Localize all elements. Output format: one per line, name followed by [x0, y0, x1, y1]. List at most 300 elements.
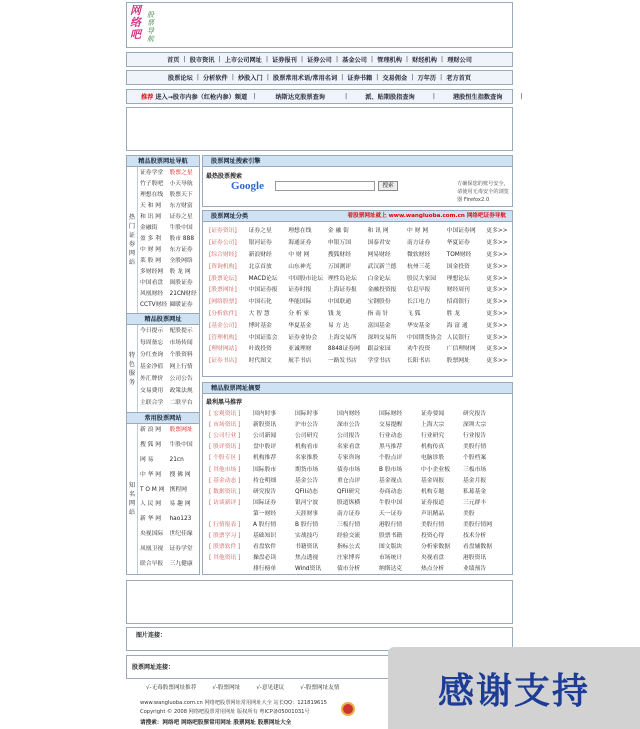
hot-link[interactable]: 股票书籍 — [379, 533, 403, 540]
sidebar-link[interactable]: 人 民 网 — [140, 501, 162, 508]
category-link[interactable]: 易 方 达 — [327, 322, 349, 329]
hot-link[interactable]: 央视看盘 — [421, 555, 445, 562]
sidebar-link[interactable]: 新 华 网 — [140, 516, 162, 523]
category-link[interactable]: 国金投资 — [446, 263, 470, 270]
more-link[interactable]: 更多>> — [486, 287, 508, 294]
hot-link[interactable]: 焦点透视 — [295, 555, 319, 562]
category-link[interactable]: 理性岛论坛 — [327, 275, 357, 282]
hot-link[interactable]: 国内时事 — [253, 411, 277, 418]
sidebar-link[interactable]: 中国看盘 — [140, 280, 164, 287]
category-label[interactable]: [证券资讯] — [209, 228, 237, 235]
hot-link[interactable]: 股道纵横 — [337, 499, 361, 506]
site-logo[interactable] — [130, 5, 176, 45]
category-link[interactable]: 信息早报 — [407, 287, 431, 294]
category-link[interactable]: 新浪财经 — [248, 251, 272, 258]
category-link[interactable]: 银河证券 — [248, 240, 272, 247]
sidebar-link[interactable]: 东方财富 — [169, 203, 193, 210]
nav1-link-1[interactable]: 股市资讯 — [189, 57, 215, 64]
category-link[interactable]: 中国股市论坛 — [288, 275, 324, 282]
sidebar-link[interactable]: 网上行情 — [169, 364, 193, 371]
hot-link[interactable]: 纳斯达克 — [379, 566, 403, 573]
more-link[interactable]: 更多>> — [486, 310, 508, 317]
sidebar-link[interactable]: 东方证券 — [169, 247, 193, 254]
nav1-link-0[interactable]: 首页 — [167, 57, 180, 64]
sidebar-link[interactable]: 三九健康 — [169, 561, 193, 568]
sidebar-link[interactable]: 新 浪 网 — [140, 427, 162, 433]
hot-link[interactable]: 持仓明细 — [253, 477, 277, 484]
category-link[interactable]: 网易财经 — [367, 251, 391, 258]
recommend-link[interactable]: 进入→股市内参（红枪内参）频道 — [155, 94, 248, 101]
category-link[interactable]: 胜 龙 — [446, 310, 461, 317]
footer-link-4[interactable]: √-股票网址友情 — [300, 685, 340, 691]
hot-link[interactable]: 银河宁波 — [295, 499, 319, 506]
category-label[interactable]: [股票网址] — [209, 287, 237, 294]
hot-category-label[interactable]: [ 市场资讯 ] — [209, 422, 241, 429]
nav-separator: | — [341, 74, 344, 81]
hot-link[interactable]: 书籍资讯 — [295, 544, 319, 551]
nav2-link-4[interactable]: 证券书籍 — [347, 75, 373, 82]
hot-link[interactable]: 私募基金 — [463, 488, 487, 495]
category-link[interactable]: 财经周刊 — [446, 287, 470, 294]
sidebar-link[interactable]: 搜 狐 网 — [140, 441, 162, 448]
category-label[interactable]: [管理机构] — [209, 334, 237, 341]
category-link[interactable]: 分 析 家 — [288, 310, 310, 317]
hot-link[interactable]: 新股资讯 — [253, 422, 277, 429]
hot-link[interactable]: 行业研究 — [421, 433, 445, 440]
hot-link[interactable]: QFII研究 — [337, 488, 360, 495]
sidebar-link[interactable]: 外汇牌价 — [140, 376, 164, 383]
hot-link[interactable]: 行业动态 — [379, 433, 403, 440]
hot-link[interactable]: 公司新闻 — [253, 433, 277, 440]
category-link[interactable]: 中国联通 — [327, 299, 352, 306]
category-link[interactable]: 华夏证券 — [446, 240, 470, 247]
category-link[interactable]: 跟益家园 — [367, 346, 391, 353]
hot-link[interactable]: 热点分析 — [421, 566, 445, 573]
category-label[interactable]: [股票论坛] — [209, 275, 237, 282]
hot-category-label[interactable]: [ 股票学习 ] — [209, 533, 241, 540]
hot-link[interactable]: 深圳大宗 — [463, 422, 487, 429]
hot-link[interactable]: 庄家博弈 — [337, 555, 361, 562]
category-link[interactable]: 海通证券 — [288, 240, 312, 247]
sidebar-link[interactable]: 盈 多 利 — [140, 236, 162, 243]
hot-link[interactable]: 投资心得 — [421, 533, 445, 540]
hot-link[interactable]: 市场统计 — [379, 555, 403, 562]
sidebar-link[interactable]: 股票天下 — [169, 192, 193, 199]
hot-link[interactable]: 公司研究 — [295, 433, 319, 440]
sidebar-link[interactable]: 证券学堂 — [169, 546, 193, 553]
category-label[interactable]: [证券书店] — [209, 358, 237, 365]
category-link[interactable]: 金融投资报 — [367, 287, 397, 294]
category-link[interactable]: 杭州三花 — [407, 263, 431, 270]
futures-query-link[interactable]: 派、贴期股指查询 — [365, 94, 415, 101]
category-label[interactable]: [网络股票] — [209, 299, 237, 306]
sidebar-link[interactable]: 股票之星 — [169, 170, 193, 176]
hot-link[interactable]: 基金月报 — [463, 477, 487, 484]
hot-link[interactable]: 第一财经 — [253, 510, 277, 517]
sidebar-link[interactable]: T O M 网 — [140, 486, 165, 493]
hot-link[interactable]: 基金视点 — [379, 477, 403, 484]
hot-link[interactable]: Wind资讯 — [295, 566, 322, 573]
category-link[interactable]: 证券时报 — [288, 287, 312, 294]
hot-link[interactable]: 债市分析 — [337, 566, 361, 573]
hot-link[interactable]: 看盘软件 — [253, 544, 277, 551]
hot-category-label[interactable]: [ 其他资讯 ] — [209, 555, 241, 562]
category-link[interactable]: 中 财 网 — [407, 228, 429, 235]
sidebar-link[interactable]: 和 讯 网 — [140, 214, 162, 221]
hot-link[interactable]: 机构传真 — [421, 444, 445, 451]
category-link[interactable]: 证券业协会 — [288, 334, 318, 341]
hot-link[interactable]: 机构推荐 — [253, 455, 277, 462]
sidebar-link[interactable]: 股票网址 — [169, 427, 193, 433]
sidebar-link[interactable]: 竹子股吧 — [140, 181, 164, 187]
category-link[interactable]: 一路发书店 — [327, 358, 357, 365]
nav1-link-5[interactable]: 基金公司 — [342, 57, 367, 64]
hot-link[interactable]: 名家推股 — [295, 455, 319, 462]
category-link[interactable]: 中国证监会 — [248, 334, 278, 341]
category-link[interactable]: 8848证券网 — [327, 346, 360, 353]
hot-link[interactable]: 国际时事 — [295, 411, 319, 418]
category-link[interactable]: 人民银行 — [446, 334, 470, 341]
nav1-link-7[interactable]: 财经机构 — [412, 57, 437, 64]
hot-link[interactable]: 国际证券 — [253, 499, 277, 506]
category-label[interactable]: [理财网站] — [209, 346, 237, 353]
hot-link[interactable]: 个股点评 — [379, 455, 403, 462]
category-link[interactable]: 钱 龙 — [327, 310, 342, 317]
hot-link[interactable]: 研究报告 — [463, 411, 487, 418]
hot-link[interactable]: 三板市场 — [463, 466, 487, 473]
category-link[interactable]: 飞 狐 — [407, 310, 421, 317]
sidebar-link[interactable]: CCTV财经 — [140, 302, 168, 309]
category-link[interactable]: 金 融 街 — [327, 228, 349, 235]
hot-category-label[interactable]: [ 基金动态 ] — [209, 477, 241, 484]
category-link[interactable]: 富国基金 — [367, 322, 391, 329]
category-link[interactable]: 宝钢股份 — [367, 299, 391, 306]
hot-link[interactable]: 研究报告 — [253, 488, 277, 495]
category-link[interactable]: 中国证券报 — [248, 287, 278, 294]
category-link[interactable]: 大 智 慧 — [248, 310, 270, 317]
search-section — [202, 155, 513, 207]
category-link[interactable]: 长阳书店 — [407, 358, 431, 365]
hot-link[interactable]: 牛股中国 — [379, 499, 403, 506]
category-link[interactable]: 万国测评 — [327, 263, 352, 270]
sidebar-link[interactable]: 凤凰卫视 — [140, 546, 164, 553]
hot-link[interactable]: 上海大宗 — [421, 422, 445, 429]
hot-link[interactable]: 天一证券 — [379, 510, 403, 517]
sidebar-link[interactable]: 股市 888 — [169, 236, 195, 243]
hot-category-label[interactable]: [ 个股专区 ] — [209, 455, 241, 462]
category-link[interactable]: 股民大家园 — [407, 275, 437, 282]
more-link[interactable]: 更多>> — [486, 334, 508, 341]
category-label[interactable]: [分析软件] — [209, 310, 237, 317]
sidebar-link[interactable]: 分红查询 — [140, 352, 164, 359]
sidebar-link[interactable]: 中 财 网 — [140, 247, 162, 254]
thanks-banner[interactable] — [388, 647, 640, 729]
hot-category-label[interactable]: [ 股评资讯 ] — [209, 444, 241, 451]
category-link[interactable]: 广信理财网 — [446, 346, 476, 353]
hot-link[interactable]: 国际股市 — [253, 466, 277, 473]
hot-link[interactable]: 行业报告 — [463, 433, 487, 440]
hot-link[interactable]: 指标公式 — [337, 544, 361, 551]
hot-link[interactable]: 证券报道 — [421, 499, 445, 506]
sidebar-link[interactable]: 交易费用 — [140, 388, 164, 395]
sidebar-link[interactable]: 网 易 — [140, 456, 154, 463]
more-link[interactable]: 更多>> — [486, 322, 508, 329]
hot-category-label[interactable]: [ 公司行业 ] — [209, 433, 241, 440]
category-link[interactable]: 深圳交易所 — [367, 334, 397, 341]
category-link[interactable]: 学堂书店 — [367, 358, 391, 365]
hot-row — [203, 551, 512, 562]
hot-link[interactable]: 图文版块 — [379, 544, 403, 551]
categories-header — [203, 211, 512, 222]
footer-link-2[interactable]: √-股票网址 — [212, 685, 241, 691]
sidebar-link[interactable]: 政策法规 — [169, 388, 193, 395]
hangseng-query-link[interactable]: 港股恒生指数查询 — [452, 94, 503, 101]
hot-link[interactable]: 专家咨询 — [337, 455, 361, 462]
sidebar-link[interactable]: 今日提示 — [140, 328, 164, 334]
more-link[interactable]: 更多>> — [486, 275, 508, 282]
hot-link[interactable]: 技术分析 — [463, 533, 487, 540]
sidebar-link[interactable]: 全股网络 — [169, 258, 193, 265]
nasdaq-query-link[interactable]: 纳斯达克股票查询 — [275, 94, 325, 101]
sidebar-link[interactable]: 基金净值 — [140, 364, 164, 371]
hot-link[interactable]: A 股行情 — [253, 521, 277, 528]
sidebar-link[interactable]: 公司公告 — [169, 376, 193, 383]
sidebar-link[interactable]: 个股资料 — [169, 352, 193, 359]
category-link[interactable]: 指 南 针 — [367, 310, 389, 317]
block1-label-char: 证 — [128, 232, 136, 239]
category-link[interactable]: 中国石化 — [248, 299, 272, 306]
hot-link[interactable]: 美股行情 — [421, 521, 445, 528]
hot-link[interactable]: B 股市场 — [379, 466, 403, 473]
more-link[interactable]: 更多>> — [486, 251, 508, 258]
sidebar-link[interactable]: 21CN财经 — [169, 291, 197, 298]
hot-category-label[interactable]: [ 访谈新评 ] — [209, 499, 241, 506]
more-link[interactable]: 更多>> — [486, 358, 508, 365]
category-link[interactable]: 股票网址 — [446, 358, 470, 365]
footer-line-3: 请搜索：网络吧 网络吧股票常用网址 股票网址 股票网址大全 — [140, 720, 292, 726]
nav2-link-3[interactable]: 股票常用术语/常用名词 — [273, 75, 338, 82]
sidebar-link[interactable]: 牛股中国 — [169, 225, 193, 232]
sidebar-link[interactable]: 二联平台 — [169, 400, 193, 407]
categories-promo[interactable]: 看股票网址就上 www.wangluoba.com.cn 网络吧证券导航 — [347, 213, 506, 219]
search-button[interactable]: 搜索 — [378, 181, 398, 191]
hot-link[interactable]: 机构看市 — [295, 444, 319, 451]
hot-link[interactable]: 个股档案 — [463, 455, 487, 462]
category-link[interactable]: 山东神光 — [288, 263, 312, 270]
category-link[interactable]: 搜狐财经 — [327, 251, 352, 258]
category-link[interactable]: 招商银行 — [446, 299, 470, 306]
hot-link[interactable]: 机构专题 — [421, 488, 445, 495]
sidebar-link[interactable]: 主联合学 — [140, 400, 164, 407]
hot-link[interactable]: 港股资讯 — [463, 555, 487, 562]
hot-link[interactable]: 黑马推荐 — [379, 444, 403, 451]
nav-separator: | — [266, 74, 270, 81]
sidebar-link[interactable]: 易 趣 网 — [169, 501, 191, 508]
sidebar-link[interactable]: 联合早报 — [140, 561, 164, 568]
hot-link[interactable]: 沪市公告 — [295, 422, 319, 429]
hot-link[interactable]: 中小企业板 — [421, 466, 450, 473]
sidebar-link[interactable]: 莱 股 网 — [140, 258, 162, 265]
category-link[interactable]: 中国期货协会 — [407, 334, 442, 341]
category-link[interactable]: 劝牛投资 — [407, 346, 431, 353]
sidebar-link[interactable]: 配股提示 — [169, 328, 193, 334]
more-link[interactable]: 更多>> — [486, 228, 508, 235]
category-link[interactable]: 海 富 通 — [446, 322, 468, 329]
category-link[interactable]: 华能国际 — [288, 299, 312, 306]
hot-link[interactable]: 公司报告 — [337, 433, 361, 440]
nav2-link-5[interactable]: 交易佣金 — [382, 75, 408, 82]
category-link[interactable]: 证券之星 — [248, 228, 272, 235]
category-link[interactable]: 中国证券网 — [446, 228, 476, 235]
sidebar-link[interactable]: 中 华 网 — [140, 471, 162, 478]
hot-link[interactable]: 港股行情 — [379, 521, 403, 528]
category-link[interactable]: 理想论坛 — [446, 275, 470, 282]
nav2-link-1[interactable]: 分析软件 — [202, 75, 228, 82]
sidebar-link[interactable]: 天 和 网 — [140, 203, 162, 210]
hot-link[interactable]: 深市公告 — [337, 422, 361, 429]
category-link[interactable]: 白金论坛 — [367, 275, 391, 282]
category-label[interactable]: [基金公司] — [209, 322, 237, 329]
hot-link[interactable]: 分析家数据 — [421, 544, 450, 551]
nav1-link-8[interactable]: 理财公司 — [447, 57, 472, 64]
more-link[interactable]: 更多>> — [486, 299, 508, 306]
category-link[interactable]: 华安基金 — [407, 322, 431, 329]
nav2-link-7[interactable]: 老方首页 — [446, 75, 472, 82]
hot-link[interactable]: 看盘辅数据 — [463, 544, 492, 551]
sidebar-link[interactable]: 圈暖证券 — [169, 302, 193, 309]
hot-link[interactable]: 三元群丰 — [463, 499, 487, 506]
nav1-link-6[interactable]: 管理机构 — [377, 57, 402, 64]
sidebar-link[interactable]: 金融街 — [140, 225, 158, 232]
category-link[interactable]: 南方证券 — [407, 240, 431, 247]
category-link[interactable]: 和 讯 网 — [367, 228, 389, 235]
sidebar-link[interactable]: 央视国际 — [140, 531, 164, 538]
hot-link[interactable]: 经验交流 — [337, 533, 361, 540]
hot-link[interactable]: 声讯精品 — [421, 510, 445, 517]
category-link[interactable]: 博时基金 — [248, 322, 272, 329]
hot-link[interactable]: 美股 — [463, 510, 475, 517]
hot-category-label[interactable]: [ 其他市场 ] — [209, 466, 241, 473]
category-link[interactable]: 华夏基金 — [288, 322, 312, 329]
hot-link[interactable]: 业绩预告 — [463, 566, 487, 573]
hot-link[interactable]: 操盘必读 — [253, 555, 277, 562]
nav2-link-0[interactable]: 股票论坛 — [167, 75, 193, 82]
hot-link[interactable]: 重仓点评 — [337, 477, 361, 484]
hot-link[interactable]: 债券市场 — [337, 466, 361, 473]
hot-link[interactable]: 美股行情 — [463, 444, 487, 451]
hot-link[interactable]: B 股行情 — [295, 521, 319, 528]
sidebar-link[interactable]: 理想在线 — [140, 192, 164, 199]
hot-link[interactable]: 美股行情网 — [463, 521, 492, 528]
category-link[interactable]: 时代图文 — [248, 358, 272, 365]
nav2-link-6[interactable]: 万年历 — [417, 75, 437, 82]
category-link[interactable]: 航手书店 — [288, 358, 312, 365]
category-link[interactable]: 亚诚理财 — [288, 346, 312, 353]
sidebar-link[interactable]: 股 龙 网 — [169, 269, 191, 276]
more-link[interactable]: 更多>> — [486, 346, 508, 353]
hot-row — [203, 407, 512, 418]
category-label[interactable]: [综合财经] — [209, 251, 237, 258]
sidebar-link[interactable]: hao123 — [169, 516, 192, 523]
block1-label-char: 站 — [128, 259, 136, 266]
category-link[interactable]: 申银万国 — [327, 240, 352, 247]
hot-link[interactable]: 排行榜单 — [253, 566, 277, 573]
sidebar-link[interactable]: 市场传闻 — [169, 340, 193, 347]
sidebar-link[interactable]: 牛股中国 — [169, 441, 193, 448]
sidebar-link[interactable]: 搜 佛 网 — [169, 471, 191, 478]
sidebar-link[interactable]: 每周备忘 — [140, 340, 164, 347]
category-link[interactable]: 长江电力 — [407, 299, 431, 306]
category-link[interactable]: 中 财 网 — [288, 251, 310, 258]
hot-link[interactable]: 券商动态 — [379, 488, 403, 495]
footer-link-1[interactable]: √-无毒股票网址推荐 — [146, 685, 197, 691]
hot-link[interactable]: 实战技巧 — [295, 533, 319, 540]
hot-link[interactable]: 国际财经 — [379, 411, 403, 418]
hot-link[interactable]: 南方证券 — [337, 510, 361, 517]
category-link[interactable]: 国泰君安 — [367, 240, 391, 247]
hot-link[interactable]: 天涯财事 — [295, 510, 319, 517]
hot-link[interactable]: 交易提醒 — [379, 422, 403, 429]
nav1-link-3[interactable]: 证券报刊 — [272, 57, 297, 64]
hot-category-label[interactable]: [ 股票软件 ] — [209, 544, 241, 551]
sidebar-link[interactable]: 证券学堂 — [140, 170, 164, 176]
category-link[interactable]: 上海证券报 — [327, 287, 357, 294]
nav1-link-2[interactable]: 上市公司网址 — [224, 57, 262, 64]
category-label[interactable]: [证券公司] — [209, 240, 237, 247]
category-link[interactable]: 微软财经 — [407, 251, 431, 258]
hot-link[interactable]: 盘中股评 — [253, 444, 277, 451]
hot-link[interactable]: 三板行情 — [337, 521, 361, 528]
hot-row — [203, 418, 512, 429]
hot-link[interactable]: 证券要闻 — [421, 411, 445, 418]
category-link[interactable]: 叶战投资 — [248, 346, 272, 353]
hot-category-label[interactable]: [ 行情报表 ] — [209, 521, 241, 528]
more-link[interactable]: 更多>> — [486, 240, 508, 247]
category-link[interactable]: 上海交易所 — [327, 334, 357, 341]
category-link[interactable]: 武汉新兰德 — [367, 263, 397, 270]
hot-link[interactable]: 期货市场 — [295, 466, 319, 473]
block1-label-char: 网 — [128, 250, 136, 257]
sidebar-link[interactable]: 世纪佳缘 — [169, 531, 193, 538]
nav2-link-2[interactable]: 炒股入门 — [238, 75, 263, 82]
sidebar-link[interactable]: 携程网 — [169, 486, 187, 493]
category-link[interactable]: 理想在线 — [288, 228, 312, 235]
sidebar-link[interactable]: 21cn — [169, 456, 184, 463]
hot-link[interactable]: 名家看盘 — [337, 444, 361, 451]
sidebar-link[interactable]: 多财经网 — [140, 269, 164, 276]
hot-link[interactable]: 电脑诊股 — [421, 455, 445, 462]
footer-link-3[interactable]: √-意见建议 — [256, 685, 285, 691]
hot-category-label[interactable]: [ 宏观资讯 ] — [209, 411, 241, 418]
hot-link[interactable]: 基础知识 — [253, 533, 277, 540]
sidebar-link[interactable]: 证券之星 — [169, 214, 193, 221]
more-link[interactable]: 更多>> — [486, 263, 508, 270]
hot-link[interactable]: 国内财经 — [337, 411, 361, 418]
hot-link[interactable]: 基金周报 — [421, 477, 445, 484]
category-link[interactable]: MACD论坛 — [248, 275, 278, 282]
category-label[interactable]: [咨询机构] — [209, 263, 237, 270]
category-link[interactable]: 北京首放 — [248, 263, 272, 270]
sidebar-link[interactable]: 小天导航 — [169, 181, 193, 187]
hot-category-label[interactable]: [ 数据资讯 ] — [209, 488, 241, 495]
nav1-link-4[interactable]: 证券公司 — [307, 57, 332, 64]
sidebar-link[interactable]: 风凰财经 — [140, 291, 164, 298]
category-link[interactable]: TOM财经 — [446, 251, 472, 258]
hot-link[interactable]: 基金公告 — [295, 477, 319, 484]
search-input[interactable] — [275, 181, 375, 191]
hot-link[interactable]: QFII动态 — [295, 488, 318, 495]
sidebar-link[interactable]: 闽股证券 — [169, 280, 193, 287]
